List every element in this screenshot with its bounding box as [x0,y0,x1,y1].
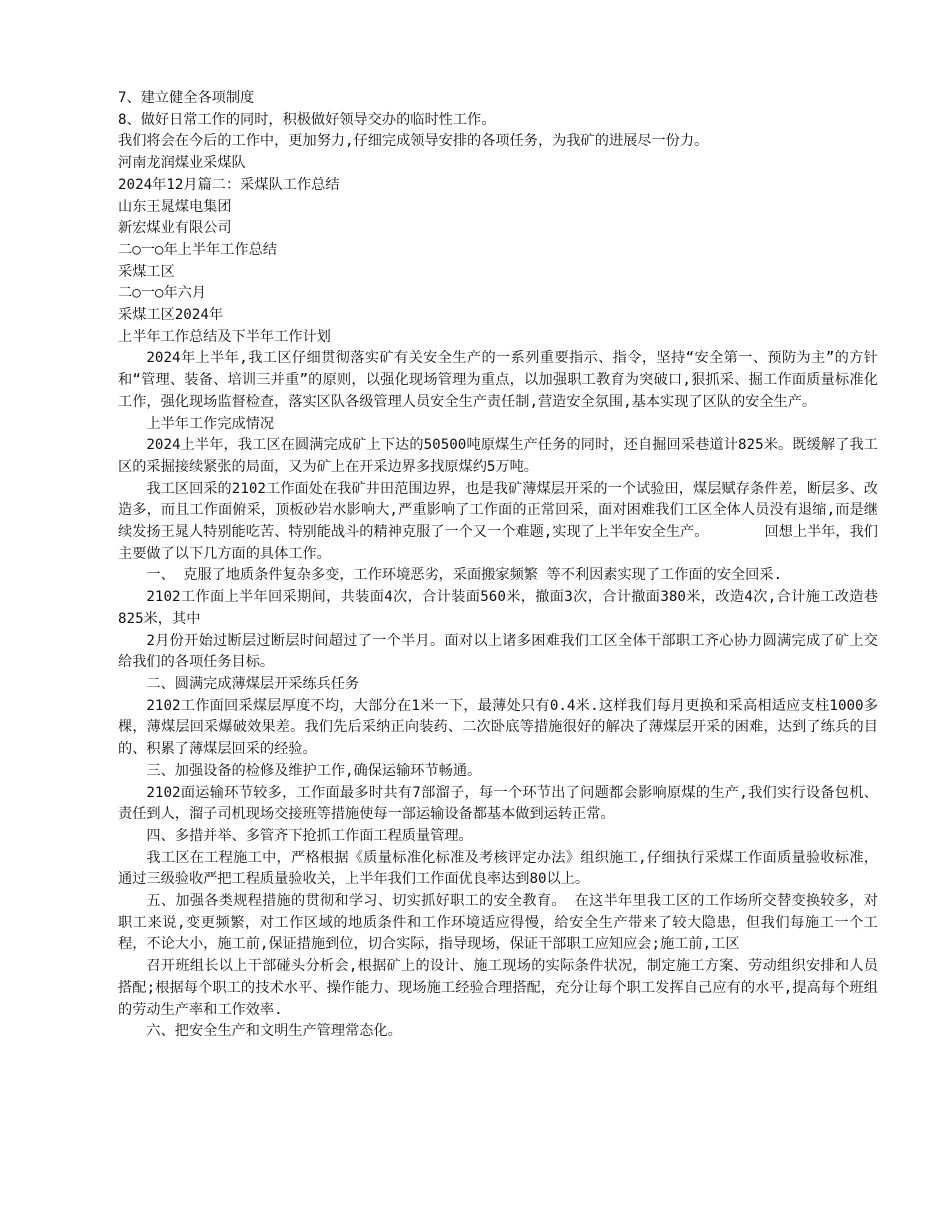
paragraph-face-conditions [118,479,878,566]
document-page [118,88,878,1043]
text-line-work-area: 采煤工区 [118,263,175,280]
paragraph-section-six: 六、把安全生产和文明生产管理常态化。 [146,1023,402,1040]
paragraph-fault-crossing: 2月份开始过断层过断层时间超过了一个半月。面对以上诸多困难我们工区全体干部职工齐心协力圆满完成了矿上交给我们的各项任务目标。 [118,632,878,671]
paragraph-face-stats: 2102工作面上半年回采期间，共装面4次，合计装面560米，撤面3次，合计撤面380米，改造4次,合计施工改造巷825米，其中 [118,589,878,627]
text-line-area-year: 采煤工区2024年 [118,307,224,324]
text-line-summary-plan-title: 上半年工作总结及下半年工作计划 [118,328,331,345]
text-line-date-section: 2024年12月篇二：采煤队工作总结 [118,176,340,193]
paragraph-heading-completion: 上半年工作完成情况 [146,415,275,432]
text-line-closing: 我们将会在今后的工作中，更加努力,仔细完成领导安排的各项任务，为我矿的进展尽一份力。 [118,133,709,150]
paragraph-quality: 我工区在工程施工中，严格根据《质量标准化标准及考核评定办法》组织施工,仔细执行采煤工作面质量验收标准，通过三级验收严把工程质量验收关，上半年我们工作面优良率达到80以上。 [118,849,878,888]
text-line-item-8: 8、做好日常工作的同时，积极做好领导交办的临时性工作。 [118,111,496,128]
paragraph-production-summary: 2024上半年，我工区在圆满完成矿上下达的50500吨原煤生产任务的同时，还自掘回采巷道计825米。既缓解了我工区的采掘接续紧张的局面，又为矿上在开采边界多找原煤约5万吨。 [118,437,878,475]
paragraph-transport: 2102面运输环节较多，工作面最多时共有7部溜子，每一个环节出了问题都会影响原煤的生产,我们实行设备包机、责任到人，溜子司机现场交接班等措施使每一部运输设备都基本做到运转正常。 [118,784,878,823]
text-line-group-name: 山东王晁煤电集团 [118,198,232,215]
text-line-item-7: 7、建立健全各项制度 [118,90,255,106]
text-line-report-title: 二○一○年上半年工作总结 [118,241,277,258]
paragraph-intro: 2024年上半年,我工区仔细贯彻落实矿有关安全生产的一系列重要指示、指令，坚持“安全第一、预防为主”的方针和“管理、装备、培训三并重”的原则，以强化现场管理为重点，以加强职工教育为突破口,狠抓采、掘工作面质量标准化工作，强化现场监督检查，落实区队各级管理人员安全生产责任制,营造安全氛围,基本实现了区队的安全生产。 [118,350,878,410]
paragraph-section-five: 五、加强各类规程措施的贯彻和学习、切实抓好职工的安全教育。 在这半年里我工区的工作场所交替变换较多，对职工来说,变更频繁，对工作区域的地质条件和工作环境适应得慢，给安全生产带来了较大隐患，但我们每施工一个工程，不论大小，施工前,保证措施到位，切合实际，指导现场，保证干部职工应知应会;施工前,工区 [118,893,878,953]
paragraph-section-two: 二、圆满完成薄煤层开采练兵任务 [146,675,360,692]
paragraph-section-four: 四、多措并举、多管齐下抢抓工作面工程质量管理。 [146,827,473,844]
text-line-report-date: 二○一○年六月 [118,285,207,302]
text-line-company-name: 新宏煤业有限公司 [118,220,232,237]
paragraph-thin-seam: 2102工作面回采煤层厚度不均，大部分在1米一下，最薄处只有0.4米.这样我们每月更换和采高相适应支柱1000多棵，薄煤层回采爆破效果差。我们先后采纳正向装药、二次卧底等措施很好的解决了薄煤层开采的困难，达到了练兵的目的、积累了薄煤层回采的经验。 [118,697,878,758]
paragraph-section-three: 三、加强设备的检修及维护工作,确保运输环节畅通。 [146,762,482,779]
paragraph-meeting: 召开班组长以上干部碰头分析会,根据矿上的设计、施工现场的实际条件状况，制定施工方案、劳动组织安排和人员搭配;根据每个职工的技术水平、操作能力、现场施工经验合理搭配，充分让每个职工发挥自己应有的水平,提高每个班组的劳动生产率和工作效率. [118,958,878,1018]
paragraph-review-text: 回想上半年，我们主要做了以下几方面的具体工作。 [118,524,878,562]
paragraph-face-conditions-text: 我工区回采的2102工作面处在我矿井田范围边界，也是我矿薄煤层开采的一个试验田，煤层赋存条件差，断层多、改造多，而且工作面俯采，顶板砂岩水影响大,严重影响了工作面的正常回采，面对困难我们工区全体人员没有退缩,而是继续发扬王晁人特别能吃苦、特别能战斗的精神克服了一个又一个难题,实现了上半年安全生产。 [118,480,878,541]
paragraph-section-one: 一、 克服了地质条件复杂多变，工作环境恶劣，采面搬家频繁 等不利因素实现了工作面的安全回采. [146,567,783,584]
text-line-team-name: 河南龙润煤业采煤队 [118,155,246,172]
